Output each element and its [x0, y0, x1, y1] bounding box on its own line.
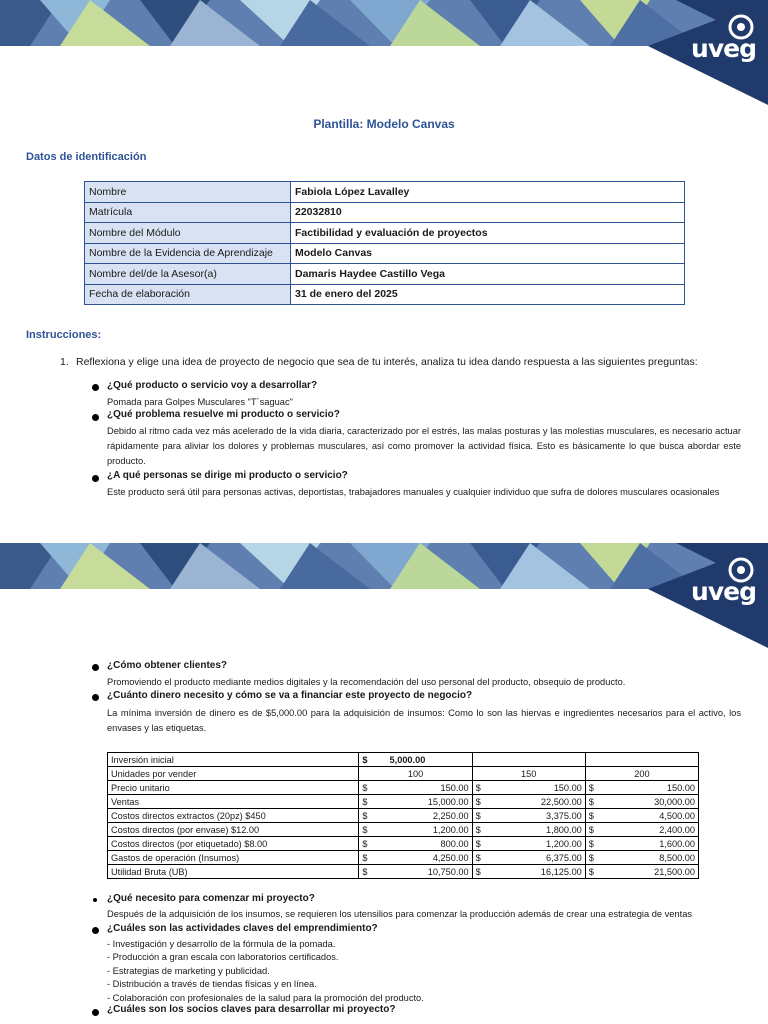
currency-sign: $ [475, 852, 481, 863]
row-label: Inversión inicial [108, 753, 359, 767]
answer-product: Pomada para Golpes Musculares "T´saguac" [107, 397, 293, 407]
money-cell [472, 809, 585, 823]
uveg-logo [648, 0, 768, 105]
id-row [85, 223, 685, 244]
id-label: Fecha de elaboración [85, 284, 291, 305]
row-label: Gastos de operación (Insumos) [108, 851, 359, 865]
cell-value: 1,800.00 [546, 824, 582, 835]
table-row [108, 809, 699, 823]
table-row [108, 823, 699, 837]
row-label: Costos directos (por etiquetado) $8.00 [108, 837, 359, 851]
cell-value: 22,500.00 [540, 796, 582, 807]
currency-sign: $ [475, 782, 481, 793]
currency-sign: $ [362, 754, 368, 765]
answer-problem: Debido al ritmo cada vez más acelerado de la vida diaria, caracterizado por el estrés, las malas posturas y las molestias musculares, es necesario actuar rápidamente para aliviar los dolores y problemas musculares, así como promover la actividad física. Esto es básicamente lo que busca abordar este producto. [107, 426, 741, 466]
cell-value: 150 [472, 767, 585, 781]
cell-value: 8,500.00 [659, 852, 695, 863]
cell-value: 1,200.00 [432, 824, 469, 835]
money-cell [359, 781, 472, 795]
money-cell [359, 851, 472, 865]
answer-financing: La mínima inversión de dinero es de $5,000.00 para la adquisición de insumos: Como lo son las hiervas e ingredientes necesarios para el activo, los envases y las etiquetas. [107, 708, 741, 733]
currency-sign: $ [588, 824, 594, 835]
bullet-icon [93, 898, 97, 902]
money-cell [359, 823, 472, 837]
answer-clients: Promoviendo el producto mediante medios digitales y la recomendación del uso personal del producto, obsequio de producto. [107, 677, 626, 687]
money-cell [585, 781, 698, 795]
cell-value: 100 [359, 767, 472, 781]
currency-sign: $ [588, 810, 594, 821]
activity-item: - Investigación y desarrollo de la fórmula de la pomada. [107, 939, 336, 949]
money-cell [585, 851, 698, 865]
cell-value: 4,250.00 [432, 852, 469, 863]
activity-item: - Colaboración con profesionales de la salud para la promoción del producto. [107, 993, 424, 1003]
table-row [108, 781, 699, 795]
currency-sign: $ [475, 866, 481, 877]
activity-item: - Estrategias de marketing y publicidad. [107, 966, 270, 976]
bullet-icon [92, 414, 99, 421]
money-cell [585, 795, 698, 809]
money-cell [472, 823, 585, 837]
table-row [108, 753, 699, 767]
money-cell [585, 809, 698, 823]
table-row [108, 795, 699, 809]
question-financing: ¿Cuánto dinero necesito y cómo se va a financiar este proyecto de negocio? [107, 690, 473, 701]
cell-value: 1,200.00 [546, 838, 582, 849]
currency-sign: $ [475, 810, 481, 821]
question-product: ¿Qué producto o servicio voy a desarrollar? [107, 380, 318, 391]
cell-value: 5,000.00 [389, 754, 426, 765]
currency-sign: $ [588, 866, 594, 877]
currency-sign: $ [362, 838, 368, 849]
currency-sign: $ [588, 796, 594, 807]
cell-value: 15,000.00 [427, 796, 469, 807]
currency-sign: $ [588, 852, 594, 863]
id-value: 22032810 [291, 202, 685, 223]
empty-cell [472, 753, 585, 767]
table-row [108, 767, 699, 781]
money-cell [472, 795, 585, 809]
money-cell [472, 851, 585, 865]
id-value: Modelo Canvas [291, 243, 685, 264]
id-row [85, 264, 685, 285]
currency-sign: $ [475, 796, 481, 807]
answer-audience: Este producto será útil para personas activas, deportistas, trabajadores manuales y cualquier individuo que sufra de dolores musculares ocasionales [107, 487, 720, 497]
money-cell [359, 795, 472, 809]
id-row [85, 284, 685, 305]
activity-item: - Producción a gran escala con laboratorios certificados. [107, 952, 339, 962]
logo-wordmark: uveg [691, 34, 756, 63]
logo-wordmark: uveg [691, 577, 756, 606]
currency-sign: $ [588, 838, 594, 849]
answer-start: Después de la adquisición de los insumos, se requieren los utensilios para comenzar la producción además de crear una estrategia de ventas [107, 909, 693, 919]
id-value: 31 de enero del 2025 [291, 284, 685, 305]
money-cell [472, 837, 585, 851]
row-label: Costos directos (por envase) $12.00 [108, 823, 359, 837]
id-label: Nombre de la Evidencia de Aprendizaje [85, 243, 291, 264]
uveg-logo [648, 543, 768, 648]
cell-value: 150.00 [666, 782, 695, 793]
money-cell [472, 865, 585, 879]
cell-value: 200 [585, 767, 698, 781]
instruction-text: Reflexiona y elige una idea de proyecto de negocio que sea de tu interés, analiza tu idea dando respuesta a las siguientes preguntas: [76, 356, 698, 368]
cell-value: 30,000.00 [654, 796, 695, 807]
cell-value: 6,375.00 [546, 852, 582, 863]
cell-value: 150.00 [553, 782, 582, 793]
identification-table [84, 181, 685, 305]
table-row [108, 837, 699, 851]
instructions-heading: Instrucciones: [26, 329, 102, 341]
money-cell [585, 823, 698, 837]
row-label: Precio unitario [108, 781, 359, 795]
cell-value: 2,400.00 [659, 824, 695, 835]
bullet-icon [92, 927, 99, 934]
currency-sign: $ [362, 852, 368, 863]
id-row [85, 182, 685, 203]
id-value: Damaris Haydee Castillo Vega [291, 264, 685, 285]
bullet-icon [92, 384, 99, 391]
row-label: Ventas [108, 795, 359, 809]
page-title: Plantilla: Modelo Canvas [313, 117, 455, 131]
question-problem: ¿Qué problema resuelve mi producto o servicio? [107, 409, 340, 420]
row-label: Unidades por vender [108, 767, 359, 781]
id-row [85, 243, 685, 264]
list-number: 1. [60, 356, 69, 368]
cell-value: 16,125.00 [540, 866, 582, 877]
id-label: Nombre del/de la Asesor(a) [85, 264, 291, 285]
row-label: Costos directos extractos (20pz) $450 [108, 809, 359, 823]
row-label: Utilidad Bruta (UB) [108, 865, 359, 879]
table-row [108, 851, 699, 865]
bullet-icon [92, 1009, 99, 1016]
currency-sign: $ [362, 810, 368, 821]
money-cell [585, 865, 698, 879]
id-label: Matrícula [85, 202, 291, 223]
currency-sign: $ [362, 866, 368, 877]
id-label: Nombre [85, 182, 291, 203]
activity-item: - Distribución a través de tiendas físicas y en línea. [107, 979, 317, 989]
question-audience: ¿A qué personas se dirige mi producto o servicio? [107, 470, 348, 481]
initial-investment-cell [359, 753, 472, 767]
money-cell [359, 837, 472, 851]
id-row [85, 202, 685, 223]
question-start: ¿Qué necesito para comenzar mi proyecto? [107, 893, 315, 904]
currency-sign: $ [362, 796, 368, 807]
currency-sign: $ [362, 824, 368, 835]
cell-value: 4,500.00 [659, 810, 695, 821]
id-value: Fabiola López Lavalley [291, 182, 685, 203]
question-partners: ¿Cuáles son los socios claves para desarrollar mi proyecto? [107, 1004, 396, 1015]
money-cell [472, 781, 585, 795]
currency-sign: $ [588, 782, 594, 793]
cell-value: 10,750.00 [427, 866, 469, 877]
currency-sign: $ [362, 782, 368, 793]
money-cell [359, 809, 472, 823]
id-label: Nombre del Módulo [85, 223, 291, 244]
id-value: Factibilidad y evaluación de proyectos [291, 223, 685, 244]
cell-value: 150.00 [440, 782, 469, 793]
money-cell [359, 865, 472, 879]
cell-value: 21,500.00 [654, 866, 695, 877]
bullet-icon [92, 694, 99, 701]
question-clients: ¿Cómo obtener clientes? [107, 660, 228, 671]
cell-value: 1,600.00 [659, 838, 695, 849]
empty-cell [585, 753, 698, 767]
cell-value: 3,375.00 [546, 810, 582, 821]
cell-value: 2,250.00 [432, 810, 469, 821]
cell-value: 800.00 [440, 838, 469, 849]
id-section-heading: Datos de identificación [26, 151, 147, 163]
money-cell [585, 837, 698, 851]
currency-sign: $ [475, 824, 481, 835]
question-activities: ¿Cuáles son las actividades claves del emprendimiento? [107, 923, 378, 934]
table-row [108, 865, 699, 879]
bullet-icon [92, 475, 99, 482]
financial-table [107, 752, 699, 879]
currency-sign: $ [475, 838, 481, 849]
bullet-icon [92, 664, 99, 671]
